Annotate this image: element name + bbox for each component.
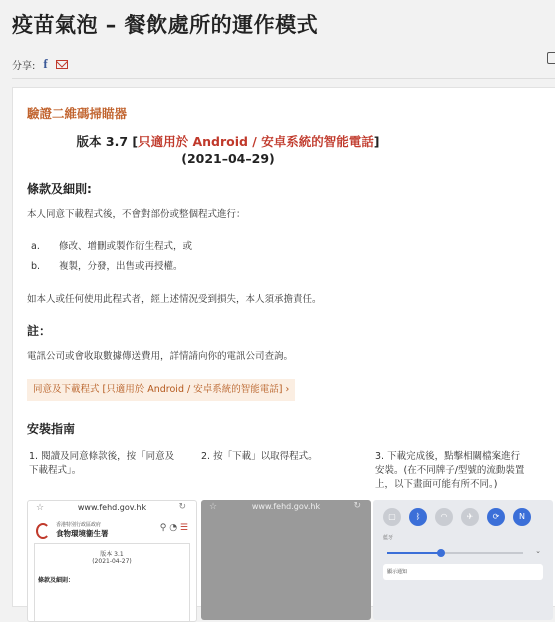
quick-settings-labels <box>383 534 393 541</box>
step-line: 2. 按「下載」以取得程式。 <box>201 451 318 462</box>
screen-icon: ▢ <box>383 508 401 526</box>
list-text: 修改、增刪或製作衍生程式，或 <box>59 241 193 252</box>
logo-text: 食物環境衞生署 <box>56 529 109 538</box>
notification-label: 顯示通知 <box>387 569 408 575</box>
sync-icon: ⟳ <box>487 508 505 526</box>
step-line: 下載程式」。 <box>29 465 82 476</box>
install-step-3 <box>375 450 524 492</box>
menu-icon: ☰ <box>179 523 188 533</box>
print-icon[interactable] <box>547 52 555 64</box>
slider-knob <box>437 549 445 557</box>
version-prefix: 版本 3.7 [ <box>76 134 139 149</box>
note-text: 電訊公司或會收取數據傳送費用，詳情請向你的電訊公司查詢。 <box>27 351 294 362</box>
list-marker: b. <box>31 261 41 272</box>
quick-settings-row <box>383 508 531 526</box>
qs-label: 藍牙 <box>383 535 394 541</box>
bluetooth-icon: ᛒ <box>409 508 427 526</box>
install-heading: 安裝指南 <box>27 422 76 436</box>
email-icon[interactable] <box>56 60 68 69</box>
url-bar: www.fehd.gov.hk <box>77 503 147 512</box>
terms-intro: 本人同意下載程式後，不會對部份或整個程式進行： <box>27 209 246 220</box>
screenshot-step-2 <box>201 500 371 620</box>
list-marker: a. <box>31 241 40 252</box>
fehd-logo-icon <box>36 523 50 539</box>
terms-heading: 條款及細則: <box>27 182 92 196</box>
mini-date: (2021-04-27) <box>92 558 132 565</box>
mini-terms: 條款及細則： <box>38 577 75 584</box>
mini-version: 版本 3.1 <box>100 551 124 558</box>
slider-fill <box>387 552 441 554</box>
brightness-slider <box>387 552 523 554</box>
star-icon: ☆ <box>36 503 45 513</box>
share-label: 分享: <box>12 60 36 72</box>
version-suffix: ] <box>373 134 380 149</box>
reload-icon: ↻ <box>178 502 186 512</box>
account-icon: ◔ <box>169 523 178 533</box>
liability-text: 如本人或任何使用此程式者，經上述情況受到損失，本人須承擔責任。 <box>27 294 322 305</box>
step-line: 安裝。(在不同牌子/型號的流動裝置 <box>375 465 525 476</box>
share-row <box>12 56 68 72</box>
list-text: 複製，分發，出售或再授權。 <box>59 261 183 272</box>
list-item <box>31 238 192 252</box>
version-highlight: 只適用於 Android / 安卓系統的智能電話 <box>138 134 374 149</box>
search-icon: ⚲ <box>159 523 167 533</box>
chevron-down-icon: ⌄ <box>535 547 541 555</box>
note-heading: 註： <box>27 324 52 338</box>
list-item <box>31 258 183 272</box>
screenshot-step-1 <box>27 500 197 622</box>
content-card <box>12 87 555 607</box>
install-step-1 <box>29 450 174 478</box>
install-step-2 <box>201 450 318 464</box>
logo-subtitle: 香港特別行政區政府 <box>56 522 102 528</box>
version-date: (2021–04–29) <box>181 151 275 166</box>
step-line: 上，以下畫面可能有所不同。) <box>375 479 498 490</box>
url-bar: www.fehd.gov.hk <box>251 502 321 511</box>
download-button[interactable]: 同意及下載程式 [只適用於 Android / 安卓系統的智能電話] › <box>27 379 295 401</box>
star-icon: ☆ <box>209 502 218 512</box>
divider <box>12 78 555 79</box>
nfc-icon: N <box>513 508 531 526</box>
airplane-icon: ✈ <box>461 508 479 526</box>
version-line <box>13 132 443 150</box>
step-line: 3. 下載完成後，點擊相關檔案進行 <box>375 451 521 462</box>
mini-toolbar <box>160 523 188 533</box>
facebook-icon[interactable]: f <box>43 56 48 71</box>
wifi-icon: ◠ <box>435 508 453 526</box>
reload-icon: ↻ <box>353 501 361 511</box>
screenshot-step-3 <box>373 500 553 620</box>
page-title: 疫苗氣泡 – 餐飲處所的運作模式 <box>12 13 319 37</box>
step-line: 1. 閱讀及同意條款後，按「同意及 <box>29 451 175 462</box>
section-heading: 驗證二維碼掃瞄器 <box>27 106 128 121</box>
